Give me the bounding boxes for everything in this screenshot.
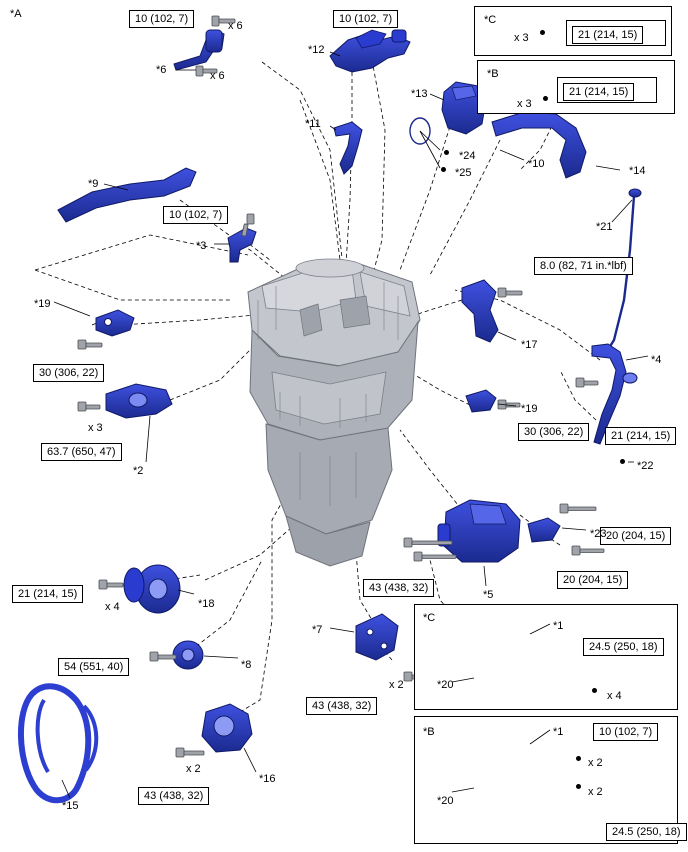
callout-label-C1: *C: [484, 14, 497, 26]
torque-spec: 63.7 (650, 47): [41, 443, 122, 461]
callout-label-11: *11: [305, 118, 321, 130]
torque-spec: 24.5 (250, 18): [606, 823, 687, 841]
callout-label-23: *23: [590, 528, 607, 540]
torque-spec: 8.0 (82, 71 in.*lbf): [534, 257, 633, 275]
callout-label-2: *2: [133, 465, 144, 477]
callout-label-21: *21: [596, 221, 613, 233]
callout-label-12: *12: [308, 44, 325, 56]
callout-qty-18: x 4: [105, 601, 120, 613]
callout-qty-C1: x 3: [514, 32, 529, 44]
torque-spec: 10 (102, 7): [129, 10, 194, 28]
torque-spec: 21 (214, 15): [572, 26, 643, 44]
callout-label-17: *17: [521, 339, 538, 351]
callout-qty-6b: x 6: [210, 70, 225, 82]
callout-label-1b: *1: [553, 726, 564, 738]
torque-spec: 43 (438, 32): [306, 697, 377, 715]
callout-label-22: *22: [637, 460, 654, 472]
callout-qty-B2b: x 2: [588, 786, 603, 798]
callout-label-C2: *C: [423, 612, 436, 624]
torque-spec: 30 (306, 22): [33, 364, 104, 382]
torque-spec: 43 (438, 32): [138, 787, 209, 805]
callout-label-B1: *B: [487, 68, 499, 80]
callout-label-9: *9: [88, 178, 99, 190]
callout-label-13: *13: [411, 88, 428, 100]
callout-label-3: *3: [196, 240, 207, 252]
callout-qty-7: x 2: [389, 679, 404, 691]
callout-label-A: *A: [10, 8, 22, 20]
callout-qty-B1: x 3: [517, 98, 532, 110]
callout-label-20a: *20: [437, 679, 454, 691]
callout-label-B2: *B: [423, 726, 435, 738]
callout-qty-2: x 3: [88, 422, 103, 434]
callout-label-6a: *6: [156, 64, 167, 76]
torque-spec: 21 (214, 15): [12, 585, 83, 603]
callout-label-1a: *1: [553, 620, 564, 632]
torque-spec: 30 (306, 22): [518, 423, 589, 441]
torque-spec: 10 (102, 7): [593, 723, 658, 741]
torque-spec: 54 (551, 40): [58, 658, 129, 676]
torque-spec: 20 (204, 15): [557, 571, 628, 589]
callout-label-15: *15: [62, 800, 79, 812]
torque-spec: 10 (102, 7): [333, 10, 398, 28]
callout-qty-16: x 2: [186, 763, 201, 775]
callout-label-19b: *19: [521, 403, 538, 415]
callout-label-24: *24: [459, 150, 476, 162]
callout-label-20b: *20: [437, 795, 454, 807]
torque-spec: 24.5 (250, 18): [583, 638, 664, 656]
callout-label-16: *16: [259, 773, 276, 785]
torque-spec: 10 (102, 7): [163, 206, 228, 224]
callout-label-4: *4: [651, 354, 662, 366]
callout-label-7: *7: [312, 624, 323, 636]
callout-qty-C2: x 4: [607, 690, 622, 702]
torque-spec: 43 (438, 32): [363, 579, 434, 597]
callout-qty-6a: x 6: [228, 20, 243, 32]
callout-label-19a: *19: [34, 298, 51, 310]
callout-label-25: *25: [455, 167, 472, 179]
callout-label-5: *5: [483, 589, 494, 601]
callout-label-8: *8: [241, 659, 252, 671]
torque-spec: 21 (214, 15): [605, 427, 676, 445]
callout-label-10: *10: [528, 158, 545, 170]
torque-spec: 21 (214, 15): [563, 83, 634, 101]
torque-spec: 20 (204, 15): [600, 527, 671, 545]
callout-qty-B2a: x 2: [588, 757, 603, 769]
callout-label-18: *18: [198, 598, 215, 610]
callout-label-14: *14: [629, 165, 646, 177]
